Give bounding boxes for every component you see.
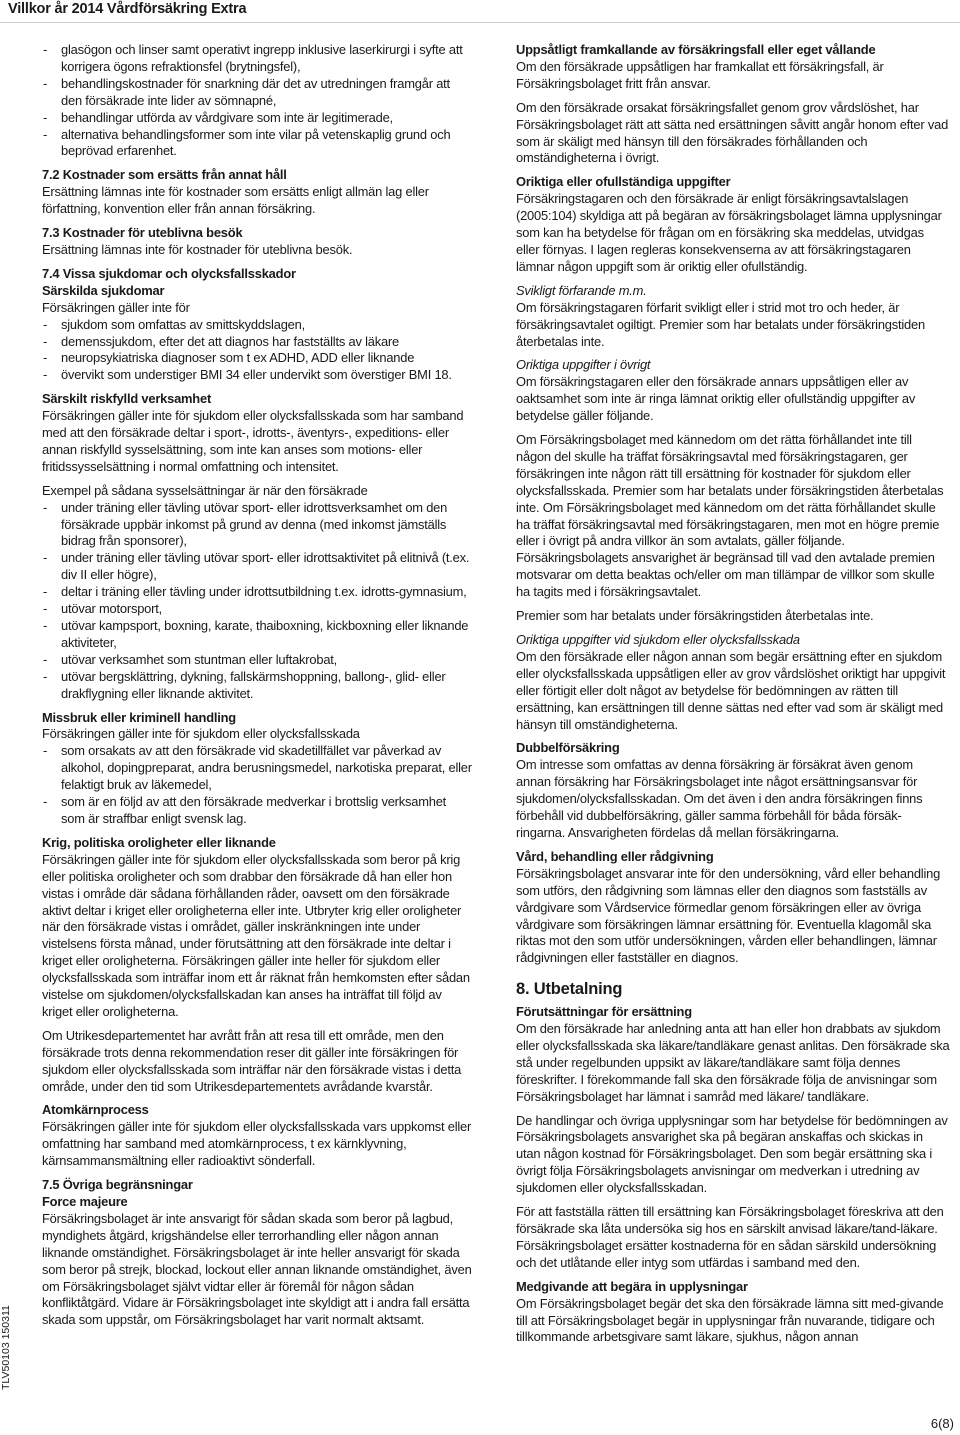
section-7-3-heading: 7.3 Kostnader för uteblivna besök (42, 225, 243, 241)
list-item: - övervikt som understiger BMI 34 eller undervikt som överstiger BMI 18. (42, 367, 472, 384)
list-item: - deltar i träning eller tävling under idrottsutbildning t.ex. idrotts-gymnasium, (42, 584, 472, 601)
other-incorrect-heading: Oriktiga uppgifter i övrigt (516, 357, 651, 373)
section-7-4-heading: 7.4 Vissa sjukdomar och olycksfallsskador (42, 265, 296, 281)
other-incorrect-text-3: Premier som har betalats under försäkringstiden återbetalas inte. (516, 608, 874, 624)
list-item: - utövar kampsport, boxning, karate, thaiboxning, kickboxning eller liknande aktiviteter, (42, 618, 472, 652)
special-diseases-intro: Försäkringen gäller inte för (42, 299, 190, 315)
care-advice-heading: Vård, behandling eller rådgivning (516, 848, 714, 864)
abuse-heading: Missbruk eller kriminell handling (42, 709, 236, 725)
list-item: - behandlingskostnader för snarkning där det av utredningen framgår att den försäkrade inte lider av sömnapné, (42, 76, 472, 110)
force-majeure-text: Försäkringsbolaget är inte ansvarigt för sådan skada som beror på lagbud, myndighets åtgärd, krigshändelse eller terrorhandling eller någon annan liknande omständighet. Försäkringsbolaget är inte heller ansvarigt för skada som beror på strejk, blockad, lockout eller annan liknande omständighet, även om Försäkringsbolaget självt vidtar eller är föremål för någon sådan konfliktåtgärd. Vidare är Försäkringsbolaget inte skyldigt att i andra fall ersätta skada som uppstår, om Försäkringsbolaget har varit normalt aktsamt. (42, 1210, 472, 1328)
section-7-2-heading: 7.2 Kostnader som ersätts från annat håll (42, 167, 287, 183)
intent-text-2: Om den försäkrade orsakat försäkringsfallet genom grov vårdslöshet, har Försäkringsbolaget rätt att sätta ned ersättningen såvitt angår honom efter vad som är skäligt med hänsyn till den försäkrades förhållanden och omständigheterna i övrigt. (516, 99, 949, 166)
intent-text-1: Om den försäkrade uppsåtligen har framkallat ett försäkringsfall, är Försäkringsbolaget fritt från ansvar. (516, 58, 884, 91)
left-column (42, 42, 472, 1336)
fraud-heading: Svikligt förfarande m.m. (516, 282, 647, 298)
nuclear-heading: Atomkärnprocess (42, 1102, 149, 1118)
other-incorrect-text-1: Om försäkringstagaren eller den försäkrade annars uppsåtligen eller av oaktsamhet som inte är ringa lämnat oriktig eller ofullständig uppgifter av betydelse gäller följande. (516, 374, 916, 424)
section-7-2-text: Ersättning lämnas inte för kostnader som ersätts enligt allmän lag eller författning, konvention eller från annan försäkring. (42, 184, 429, 217)
list-item: - demenssjukdom, efter det att diagnos har fastställts av läkare (42, 334, 472, 351)
double-insurance-text: Om intresse som omfattas av denna försäkring är försäkrat även genom annan försäkring har Försäkringsbolaget inte något ersättningsansvar för sjukdomen/olycksfallsskadan. Om det även i den andra försäkringen finns förbehåll vid dubbelförsäkring, gäller samma förbehåll för båda försäk-ringarna. Ansvarigheten fördelas då mellan försäkringarna. (516, 757, 923, 840)
incorrect-info-heading: Oriktiga eller ofullständiga uppgifter (516, 174, 731, 190)
page-number: 6(8) (930, 1416, 954, 1431)
section-7-3-text: Ersättning lämnas inte för kostnader för uteblivna besök. (42, 241, 353, 257)
conditions-text-1: Om den försäkrade har anledning anta att han eller hon drabbats av sjukdom eller olycksfallsskada ska läkare/tandläkare genast anlitas. Den försäkrade ska stå under regelbunden uppsikt av läkare/tandläkare samt följa dennes föreskrifter. I förekommande fall ska den försäkrade följa de anvisningar som Försäkringsbolaget har lämnat i samråd med läkare/ tandläkare. (516, 1021, 950, 1104)
list-item: - utövar bergsklättring, dykning, fallskärmshoppning, ballong-, glid- eller drakflygning eller liknande aktivitet. (42, 669, 472, 703)
special-diseases-list (42, 317, 472, 385)
section-8-heading: 8. Utbetalning (516, 980, 623, 999)
nuclear-text: Försäkringen gäller inte för sjukdom eller olycksfallsskada vars uppkomst eller omfattning har samband med atomkärnprocess, t ex kärnklyvning, kärnsammansmältning eller radioaktivt sönderfall. (42, 1119, 472, 1169)
list-item: - utövar verksamhet som stuntman eller luftakrobat, (42, 652, 472, 669)
list-item: - behandlingar utförda av vårdgivare som inte är legitimerade, (42, 110, 472, 127)
section-7-5-heading: 7.5 Övriga begränsningar (42, 1177, 193, 1193)
care-advice-text: Försäkringsbolaget ansvarar inte för den undersökning, vård eller behandling som utförs, den rådgivning som lämnas eller den diagnos som fastställs av vårdgivare som Vårdservice förmedlar genom försäkringen eller av övriga vårdgivare som försäkringen lämnar ersättning för. Eventuella klagomål ska riktas mot den som utför undersökningen, vården eller behandlingen, lämnar rådgivningen eller fastställer en diagnos. (516, 865, 941, 966)
list-item: - som är en följd av att den försäkrade medverkar i brottslig verksamhet som är straffbar enligt svensk lag. (42, 794, 472, 828)
document-title: Villkor år 2014 Vårdförsäkring Extra (8, 1, 247, 17)
conditions-heading: Förutsättningar för ersättning (516, 1004, 692, 1020)
abuse-list (42, 743, 472, 828)
abuse-intro: Försäkringen gäller inte för sjukdom eller olycksfallsskada (42, 726, 360, 742)
list-item: - utövar motorsport, (42, 601, 472, 618)
conditions-text-2: De handlingar och övriga upplysningar som har betydelse för bedömningen av Försäkringsbolagets ansvarighet ska på begäran anskaffas och skickas in utan någon kostnad för Försäkringsbolaget. Den som begär ersättning ska i övrigt följa Försäkringsbolagets anvisningar om medverkan i utredning av sjukdomen eller olycksfallsskadan. (516, 1112, 948, 1196)
consent-heading: Medgivande att begära in upplysningar (516, 1278, 748, 1294)
intro-exclusion-list (42, 42, 472, 160)
fraud-text: Om försäkringstagaren förfarit svikligt eller i strid mot tro och heder, är försäkringsavtalet ogiltigt. Premier som har betalats under försäkringstiden återbetalas inte. (516, 299, 925, 349)
risky-activity-heading: Särskilt riskfylld verksamhet (42, 391, 212, 407)
incorrect-info-text: Försäkringstagaren och den försäkrade är enligt försäkringsavtalslagen (2005:104) skyldiga att på begäran av försäkringsbolaget lämna upplysningar som kan ha betydelse för frågan om en försäkring ska meddelas, utvidgas eller förnyas. I lagen regleras konsekvenserna av att försäkringstagaren lämnar någon uppgift som är oriktig eller ofullständig. (516, 191, 942, 274)
war-text-1: Försäkringen gäller inte för sjukdom eller olycksfallsskada som beror på krig eller politiska oroligheter och som drabbar den försäkrade då han eller hon vistas i område där sådana förhållanden råder, oavsett om den försäkrade aktivt deltar i kriget eller oroligheterna eller inte. Utbryter krig eller oroligheter när den försäkrade vistas i området, gäller inskränkningen inte under vistelsens första månad, under förutsättning att den försäkrade inte deltar i kriget eller oroligheterna. Försäkringen gäller inte heller för sjukdom eller olycksfallsskada som inträffar inom ett år räknat från hemkomsten efter sådan vistelse om sjukdomen/olycksfallskadan kan anses ha inträffat till följd av kriget eller oroligheterna. (42, 851, 470, 1019)
other-incorrect-text-2: Om Försäkringsbolaget med kännedom om det rätta förhållandet inte till någon del skulle ha träffat försäkringsavtal med försäkringstagaren, ger försäkringen inte någon rätt till ersättning för kostnader för sjukdom eller olycksfallsskada. Premier som har betalats under försäkringstiden återbetalas inte. Om Försäkringsbolaget med kännedom om det rätta förhållandet skulle ha träffat försäkringsavtal med försäkringstagaren, men mot en högre premie eller i övrigt på andra villkor än som avtalats, gäller följande. Försäkringsbolagets ansvarighet är begränsad till vad den avtalade premien motsvarar om detta beaktas och/eller om man tillämpar de villkor som skulle ha tagits med i försäkringsavtalet. (516, 432, 944, 600)
war-heading: Krig, politiska oroligheter eller liknande (42, 834, 276, 850)
list-item: - alternativa behandlingsformer som inte vilar på vetenskaplig grund och beprövad erfarenhet. (42, 127, 472, 161)
risky-activity-text: Försäkringen gäller inte för sjukdom eller olycksfallsskada som har samband med att den försäkrade deltar i sport-, idrotts-, äventyrs-, expeditions- eller annan riskfylld sysselsättning, som inte kan anses som motions- eller fritidssysselsättning i normal omfattning och intensitet. (42, 408, 464, 474)
special-diseases-heading: Särskilda sjukdomar (42, 282, 165, 298)
double-insurance-heading: Dubbelförsäkring (516, 740, 620, 756)
force-majeure-heading: Force majeure (42, 1194, 128, 1209)
right-column (516, 42, 950, 1353)
consent-text: Om Försäkringsbolaget begär det ska den försäkrade lämna sitt med-givande till att Försäkringsbolaget begär in upplysningar från nuvarande, tidigare och tillkommande arbetsgivare samt läkare, sjukhus, någon annan (516, 1295, 944, 1345)
claim-incorrect-text: Om den försäkrade eller någon annan som begär ersättning efter en sjukdom eller olycksfallsskada uppsåtligen eller av grov vårdslöshet oriktigt har uppgivit eller förtigit eller dolt något av betydelse för bedömningen av rätten till ersättning, kan ersättningen till denne sättas ned efter vad som är skäligt med hänsyn till omständigheterna. (516, 648, 946, 732)
list-item: - under träning eller tävling utövar sport- eller idrottsverksamhet om den försäkrade uppbär inkomst på grund av denna (med inkomst jämställs bidrag från sponsorer), (42, 500, 472, 551)
list-item: - glasögon och linser samt operativt ingrepp inklusive laserkirurgi i syfte att korrigera ögons refraktionsfel (brytningsfel), (42, 42, 472, 76)
war-text-2: Om Utrikesdepartementet har avrått från att resa till ett område, men den försäkrade trots denna rekommendation reser dit gäller inte försäkringen för sjukdom eller olycksfallsskada som inträffar när den försäkrade vistas i detta område, under den tid som Utrikesdepartementets avrådande kvarstår. (42, 1027, 462, 1094)
list-item: - under träning eller tävling utövar sport- eller idrottsaktivitet på elitnivå (t.ex. div II eller högre), (42, 550, 472, 584)
list-item: - som orsakats av att den försäkrade vid skadetillfället var påverkad av alkohol, dopingpreparat, andra berusningsmedel, narkotiska preparat, eller felaktigt bruk av läkemedel, (42, 743, 472, 794)
list-item: - sjukdom som omfattas av smittskyddslagen, (42, 317, 472, 334)
page-header (0, 0, 960, 23)
intent-heading: Uppsåtligt framkallande av försäkringsfall eller eget vållande (516, 42, 876, 57)
conditions-text-3: För att fastställa rätten till ersättning kan Försäkringsbolaget föreskriva att den försäkrade ska låta undersöka sig hos en särskilt anvisad läkare/tand-läkare. Försäkringsbolaget ersätter kostnaderna för en sådan särskild undersökning och det utlåtande eller intyg som utfärdas i samband med den. (516, 1204, 944, 1270)
examples-intro: Exempel på sådana sysselsättningar är när den försäkrade (42, 482, 368, 498)
examples-list (42, 500, 472, 703)
list-item: - neuropsykiatriska diagnoser som t ex ADHD, ADD eller liknande (42, 350, 472, 367)
claim-incorrect-heading: Oriktiga uppgifter vid sjukdom eller olycksfallsskada (516, 632, 800, 647)
